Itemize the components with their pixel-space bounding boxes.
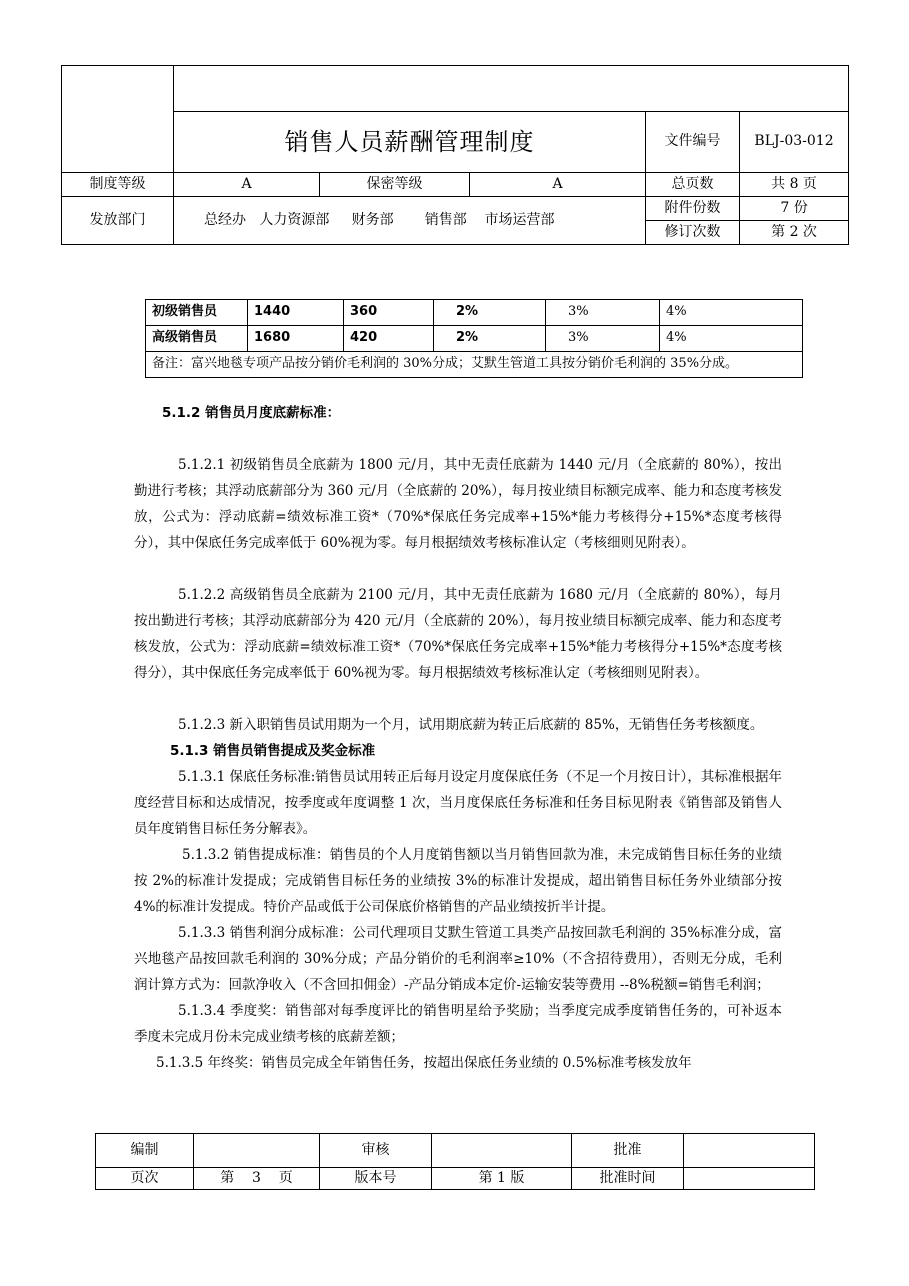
review-label: 审核: [320, 1134, 432, 1168]
approve-time-value: [684, 1168, 815, 1190]
secret-label: 保密等级: [320, 173, 470, 197]
table-cell: 2%: [434, 326, 546, 352]
paragraph-5-1-3-1: 5.1.3.1 保底任务标准:销售员试用转正后每月设定月度保底任务（不足一个月按日计），其标准根据年度经营目标和达成情况，按季度或年度调整 1 次，当月度保底任务标准和任务目标见附表《销售部及销售人员年度销售目标任务分解表》。: [134, 769, 782, 837]
document-header-table: [61, 65, 849, 245]
paragraph-5-1-2-2: 5.1.2.2 高级销售员全底薪为 2100 元/月，其中无责任底薪为 1680 元/月（全底薪的 80%），每月按出勤进行考核；其浮动底薪部分为 420 元/月（全底薪的 20%），每月按业绩目标额完成率、能力和态度考核发放，公式为：浮动底薪=绩效标准工资*（70%*保底任务完成率+15%*能力考核得分+15%*态度考核得分），其中保底任务完成率低于 60%视为零。每月根据绩效考核标准认定（考核细则见附表）。: [134, 587, 782, 681]
approve-time-label: 批准时间: [572, 1168, 684, 1190]
section-heading-5-1-2: 5.1.2 销售员月度底薪标准：: [162, 405, 341, 421]
table-cell: 1680: [248, 326, 344, 352]
edit-label: 编制: [96, 1134, 194, 1168]
table-cell: 2%: [434, 300, 546, 326]
secret-value: A: [470, 173, 646, 197]
table-cell: 高级销售员: [146, 326, 248, 352]
table-cell: 3%: [546, 300, 660, 326]
dept-list: 总经办 人力资源部 财务部 销售部 市场运营部: [174, 197, 646, 245]
attach-label: 附件份数: [646, 197, 740, 221]
table-row: [146, 326, 803, 352]
table-cell: 4%: [660, 326, 803, 352]
pages-value: 共 8 页: [740, 173, 849, 197]
page-value: 第 3 页: [194, 1168, 320, 1190]
edit-value: [194, 1134, 320, 1168]
file-no-value: BLJ-03-012: [740, 112, 849, 173]
revision-label: 修订次数: [646, 221, 740, 245]
document-body: [134, 400, 782, 1076]
revision-value: 第 2 次: [740, 221, 849, 245]
commission-rate-table: [145, 299, 803, 378]
paragraph-5-1-3-2: 5.1.3.2 销售提成标准：销售员的个人月度销售额以当月销售回款为准，未完成销售目标任务的业绩按 2%的标准计发提成；完成销售目标任务的业绩按 3%的标准计发提成，超出销售目标任务外业绩部分按 4%的标准计发提成。特价产品或低于公司保底价格销售的产品业绩按折半计提。: [134, 847, 782, 915]
review-value: [432, 1134, 572, 1168]
paragraph-5-1-2-3: 5.1.2.3 新入职销售员试用期为一个月，试用期底薪为转正后底薪的 85%，无销售任务考核额度。: [178, 717, 764, 733]
table-cell: 1440: [248, 300, 344, 326]
table-cell: 初级销售员: [146, 300, 248, 326]
approve-label: 批准: [572, 1134, 684, 1168]
header-blank-row: [174, 66, 849, 112]
paragraph-5-1-3-4: 5.1.3.4 季度奖：销售部对每季度评比的销售明星给予奖励；当季度完成季度销售任务的，可补返本季度未完成月份未完成业绩考核的底薪差额；: [134, 1003, 782, 1045]
level-label: 制度等级: [62, 173, 174, 197]
table-cell: 420: [344, 326, 434, 352]
table-row: [146, 300, 803, 326]
document-footer-table: [95, 1133, 815, 1190]
file-no-label: 文件编号: [646, 112, 740, 173]
approve-value: [684, 1134, 815, 1168]
attach-value: 7 份: [740, 197, 849, 221]
version-label: 版本号: [320, 1168, 432, 1190]
table-cell: 3%: [546, 326, 660, 352]
dept-label: 发放部门: [62, 197, 174, 245]
logo-cell: [62, 66, 174, 173]
page-label: 页次: [96, 1168, 194, 1190]
table-cell: 360: [344, 300, 434, 326]
table-cell: 4%: [660, 300, 803, 326]
table-note: 备注：富兴地毯专项产品按分销价毛利润的 30%分成；艾默生管道工具按分销价毛利润的 35%分成。: [146, 352, 803, 378]
document-title: 销售人员薪酬管理制度: [174, 112, 646, 173]
pages-label: 总页数: [646, 173, 740, 197]
version-value: 第 1 版: [432, 1168, 572, 1190]
section-heading-5-1-3: 5.1.3 销售员销售提成及奖金标准: [170, 743, 376, 759]
paragraph-5-1-2-1: 5.1.2.1 初级销售员全底薪为 1800 元/月，其中无责任底薪为 1440 元/月（全底薪的 80%），按出勤进行考核；其浮动底薪部分为 360 元/月（全底薪的 20%），每月按业绩目标额完成率、能力和态度考核发放，公式为：浮动底薪=绩效标准工资*（70%*保底任务完成率+15%*能力考核得分+15%*态度考核得分），其中保底任务完成率低于 60%视为零。每月根据绩效考核标准认定（考核细则见附表）。: [134, 457, 782, 551]
level-value: A: [174, 173, 320, 197]
paragraph-5-1-3-3: 5.1.3.3 销售利润分成标准：公司代理项目艾默生管道工具类产品按回款毛利润的 35%标准分成，富兴地毯产品按回款毛利润的 30%分成；产品分销价的毛利润率≥10%（不含招待费用），否则无分成，毛利润计算方式为：回款净收入（不含回扣佣金）-产品分销成本定价-运输安装等费用 --8%税额=销售毛利润；: [134, 925, 782, 993]
paragraph-5-1-3-5: 5.1.3.5 年终奖：销售员完成全年销售任务，按超出保底任务业绩的 0.5%标准考核发放年: [156, 1055, 692, 1071]
